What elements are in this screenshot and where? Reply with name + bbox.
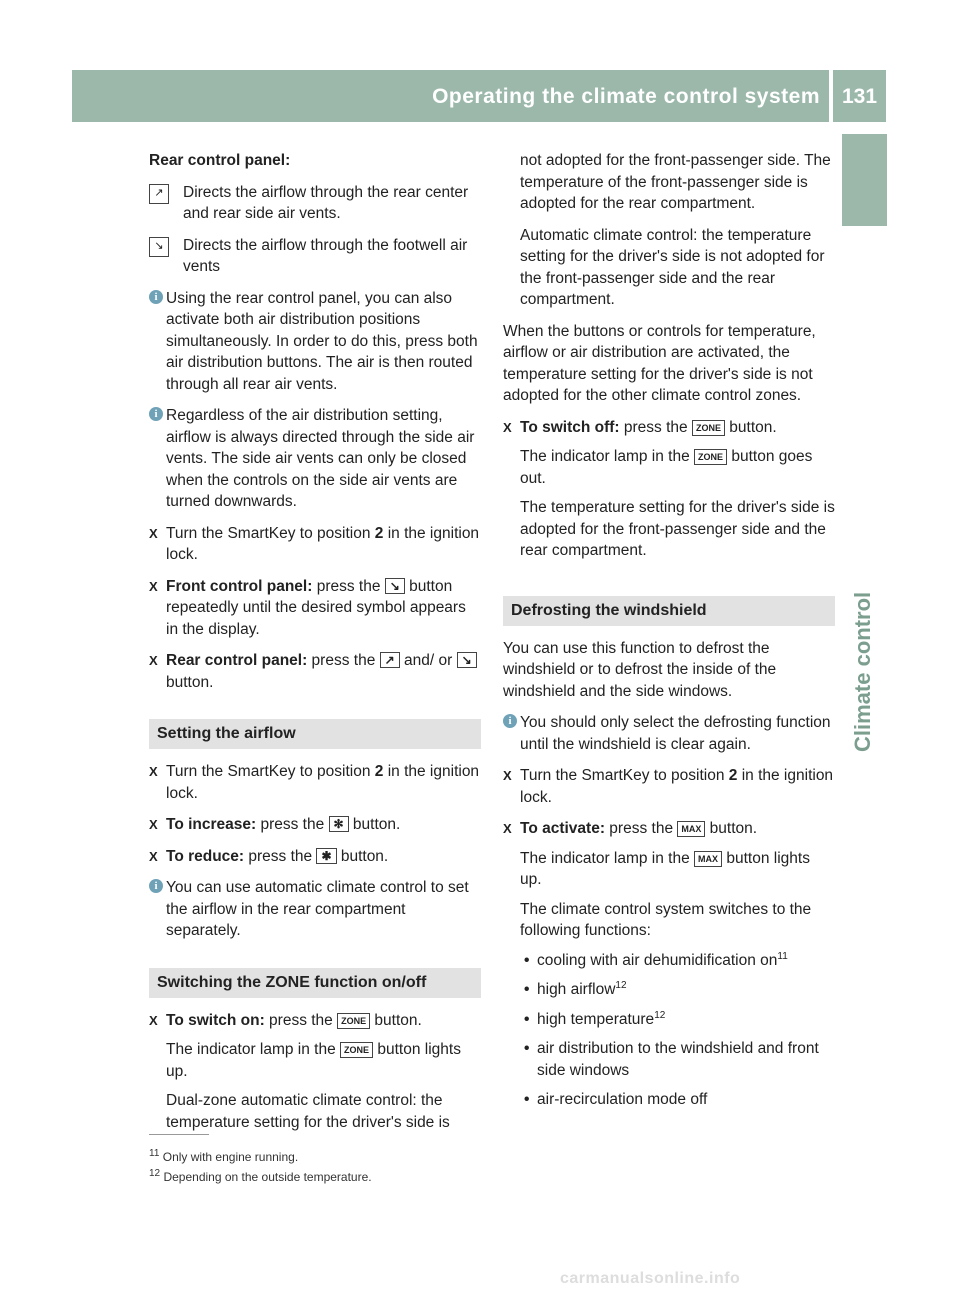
footnote: $^{11}$ Only with engine running. [149, 1148, 299, 1164]
instruction-step: X To activate: press the MAX button. The indicator lamp in the MAX button lights up. The climate control system switches to the following functions: • cooling with air dehumidification $on^{11}$ • high airflow$^{12}$ • high temperature$^{12}$ • air distribution to the windshield and front side windows • air-recirculation mode off [503, 818, 835, 1111]
info-note [149, 405, 481, 513]
instruction-step: X Rear control panel: press the ↗ and/ or ↘ button. [149, 650, 481, 693]
rear-footwell-desc: Directs the airflow through the footwell air vents [183, 236, 468, 275]
zone-button-icon: ZONE [692, 420, 725, 436]
bullet-item: • high temperature$^{12}$ [520, 1009, 835, 1031]
rear-panel-heading: Rear control panel: [149, 152, 291, 169]
info-note [149, 288, 481, 396]
page-header [72, 70, 886, 122]
bullet-icon: • [524, 981, 530, 998]
instruction-step: X To reduce: press the ✱ button. [149, 846, 481, 868]
rear-footwell-button-icon: ↘ [457, 652, 477, 668]
chapter-tab [842, 134, 887, 226]
step-marker-icon: X [503, 821, 512, 836]
instruction-step: X Turn the SmartKey to position 2 in the ignition lock. [149, 524, 480, 563]
rear-vent-button-icon: ↗ [380, 652, 400, 668]
zone-button-icon: ZONE [694, 449, 727, 465]
section-heading-defrost: Defrosting the windshield [503, 596, 835, 626]
instruction-step: X Front control panel: press the ↘ button repeatedly until the desired symbol appears in the display. [149, 577, 466, 638]
section-heading-airflow: Setting the airflow [149, 719, 481, 749]
bullet-item: • cooling with air dehumidification $on^{11}$ [520, 950, 835, 972]
rear-vent-desc: Directs the airflow through the rear center and rear side air vents. [183, 183, 469, 222]
bullet-icon: • [524, 951, 530, 969]
page-title: Operating the climate control system [432, 85, 820, 108]
rear-footwell-item [149, 235, 481, 278]
bullet-icon: • [524, 1040, 530, 1057]
page-number: 131 [841, 85, 878, 108]
info-note [149, 877, 481, 942]
rear-footwell-icon: ↘ [149, 237, 169, 257]
step-marker-icon: X [149, 578, 158, 594]
footnote: $^{12}$ Depending on the outside temperature. [149, 1168, 372, 1184]
step-marker-icon: X [149, 525, 158, 541]
info-icon: i [149, 290, 163, 304]
step-marker-icon: X [149, 1012, 158, 1028]
bullet-item: • air-recirculation mode off [520, 1089, 835, 1111]
front-distribution-button-icon: ↘ [385, 578, 405, 594]
step-marker-icon: X [149, 817, 158, 832]
step-marker-icon: X [149, 848, 158, 864]
zone-button-icon: ZONE [340, 1042, 373, 1058]
info-icon: i [149, 407, 163, 421]
fan-increase-icon: ✻ [329, 816, 349, 832]
rear-vent-icon: ↗ [149, 184, 169, 204]
info-text: Using the rear control panel, you can also activate both air distribution positions simultaneously. In order to do this, press both air distribution buttons. The air is then routed through all rear air vents. [166, 289, 478, 393]
chapter-sidebar [842, 134, 887, 752]
section-heading-zone: Switching the ZONE function on/off [149, 968, 481, 998]
watermark: carmanualsonline.info [560, 1270, 741, 1287]
info-icon: i [149, 879, 163, 893]
rear-vent-item [149, 182, 481, 225]
instruction-step: X To switch on: press the ZONE button. The indicator lamp in the ZONE button lights up. Dual-zone automatic climate control: the temperature setting for the driver's side is [149, 1011, 461, 1131]
fan-reduce-icon: ✱ [316, 848, 336, 864]
instruction-step: X Turn the SmartKey to position 2 in the ignition lock. [503, 767, 834, 806]
info-text: Regardless of the air distribution setting, airflow is always directed through the side air vents. The side air vents can only be closed when the controls on the side air vents are turned downwards. [166, 407, 475, 510]
bullet-item: • air distribution to the windshield and front side windows [524, 1040, 819, 1079]
instruction-step: X To switch off: press the ZONE button. The indicator lamp in the ZONE button goes out. The temperature setting for the driver's side is adopted for the front-passenger side and the rear compartment. [503, 418, 835, 559]
step-marker-icon: X [503, 768, 512, 783]
instruction-step: X Turn the SmartKey to position 2 in the ignition lock. [149, 763, 480, 802]
bullet-icon: • [524, 1010, 530, 1028]
defrost-max-button-icon: MAX [677, 821, 705, 837]
defrost-max-button-icon: MAX [694, 851, 722, 867]
bullet-item: • high airflow$^{12}$ [520, 979, 835, 1001]
instruction-step: X To increase: press the ✻ button. [149, 814, 481, 836]
step-marker-icon: X [149, 653, 158, 668]
step-marker-icon: X [503, 419, 512, 435]
bullet-icon: • [524, 1091, 530, 1108]
info-note [503, 712, 835, 755]
zone-button-icon: ZONE [337, 1013, 370, 1029]
chapter-label: Climate control [850, 591, 875, 752]
info-text: You can use automatic climate control to set the airflow in the rear compartment separately. [166, 879, 469, 939]
info-icon: i [503, 714, 517, 728]
left-column [149, 150, 481, 1143]
footnote-divider [149, 1134, 209, 1135]
right-column: not adopted for the front-passenger side. The temperature of the front-passenger side is adopted for the rear compartment. Automatic climate control: the temperature setting for the driver's side is not adopted for the front-passenger side and the rear compartment. When the buttons or controls for temperature, airflow or air distribution are activated, the temperature setting for the driver's side is not adopted for the other climate control zones. X To switch off: press the ZONE button. The indicator lamp in the ZONE button goes out. The temperature setting for the driver's side is adopted for the front-passenger side and the rear compartment. Defrosting the windshield You can use this function to defrost the windshield or to defrost the inside of the windshield and the side windows. i You should only select the defrosting function until the windshield is clear again. X Turn the SmartKey to position 2 in the ignition lock. X To activate: press the MAX button. The indicator lamp in the MAX button lights up. The climate control system switches to the following functions: • cooling with air dehumidification $on^{11}$ • high airflow$^{12}$ • high temperature$^{12}$ • air distribution to the windshield and front side windows • air-recirculation mode off [503, 150, 835, 1121]
info-text: You should only select the defrosting function until the windshield is clear again. [520, 714, 831, 753]
step-marker-icon: X [149, 764, 158, 779]
